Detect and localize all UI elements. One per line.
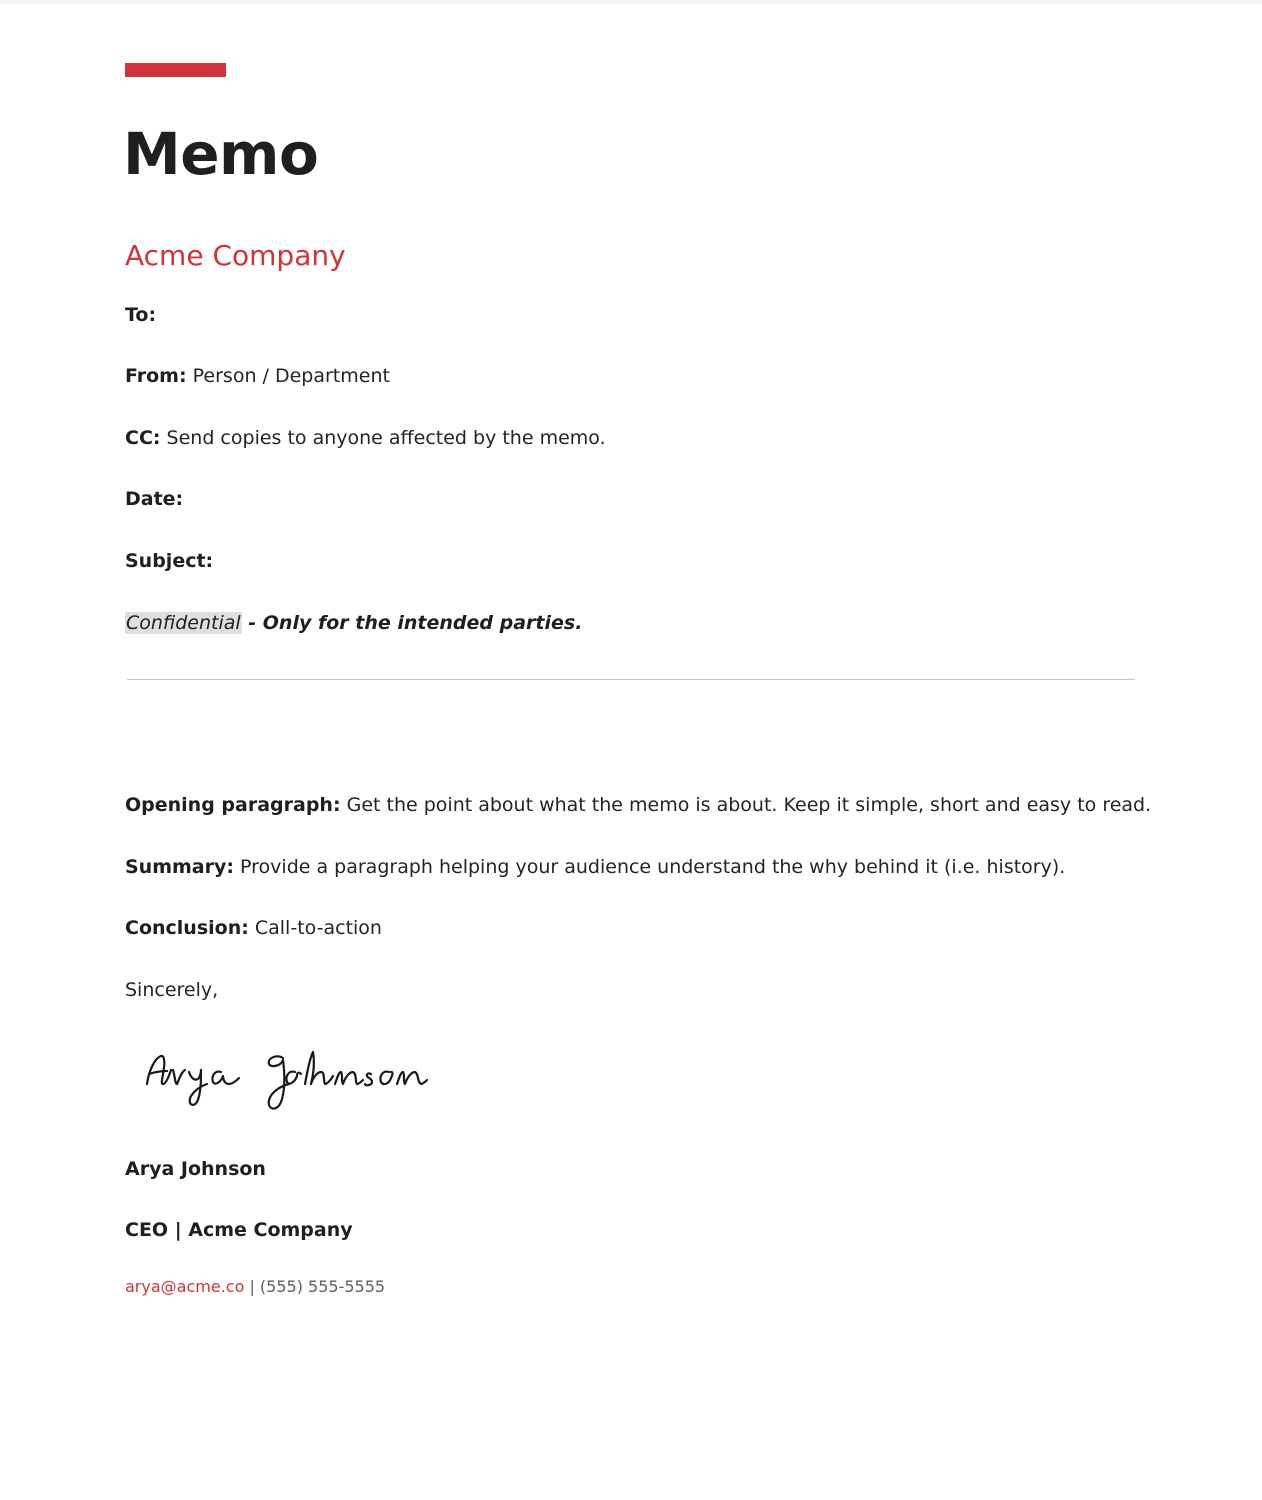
conclusion-paragraph: [125, 914, 382, 942]
from-field: [125, 362, 390, 390]
section-divider: [127, 679, 1135, 680]
opening-paragraph: [125, 791, 1151, 819]
confidential-notice: [125, 608, 582, 638]
closing-line: Sincerely,: [125, 979, 219, 1001]
phone-number: (555) 555-5555: [259, 1277, 386, 1296]
opening-text: Get the point about what the memo is about. Keep it simple, short and easy to read.: [340, 794, 1152, 816]
conclusion-text: Call-to-action: [248, 917, 382, 939]
contact-separator: |: [244, 1277, 260, 1296]
signer-name: Arya Johnson: [125, 1158, 266, 1180]
email-link[interactable]: arya@acme.co: [125, 1277, 245, 1296]
summary-paragraph: [125, 853, 1065, 881]
handwritten-signature: [143, 1040, 433, 1112]
contact-line: [125, 1276, 385, 1298]
confidential-highlight: Confidential: [126, 612, 241, 634]
summary-text: Provide a paragraph helping your audience understand the why behind it (i.e. history).: [233, 856, 1066, 878]
date-field: [125, 485, 183, 513]
conclusion-label: Conclusion:: [125, 917, 249, 939]
to-field: [125, 301, 156, 329]
subject-field: [125, 547, 213, 575]
to-label: To:: [125, 304, 157, 326]
accent-bar: [125, 63, 226, 77]
cc-field: [125, 424, 606, 452]
from-label: From:: [125, 365, 187, 387]
opening-label: Opening paragraph:: [125, 794, 341, 816]
company-name: Acme Company: [125, 239, 346, 272]
cc-value: Send copies to anyone affected by the memo.: [160, 427, 606, 449]
memo-title: Memo: [123, 120, 319, 188]
from-value: Person / Department: [186, 365, 390, 387]
summary-label: Summary:: [125, 856, 234, 878]
confidential-text: - Only for the intended parties.: [241, 612, 583, 634]
date-label: Date:: [125, 488, 184, 510]
subject-label: Subject:: [125, 550, 214, 572]
signer-title: CEO | Acme Company: [125, 1219, 353, 1241]
top-border: [0, 0, 1262, 4]
cc-label: CC:: [125, 427, 161, 449]
